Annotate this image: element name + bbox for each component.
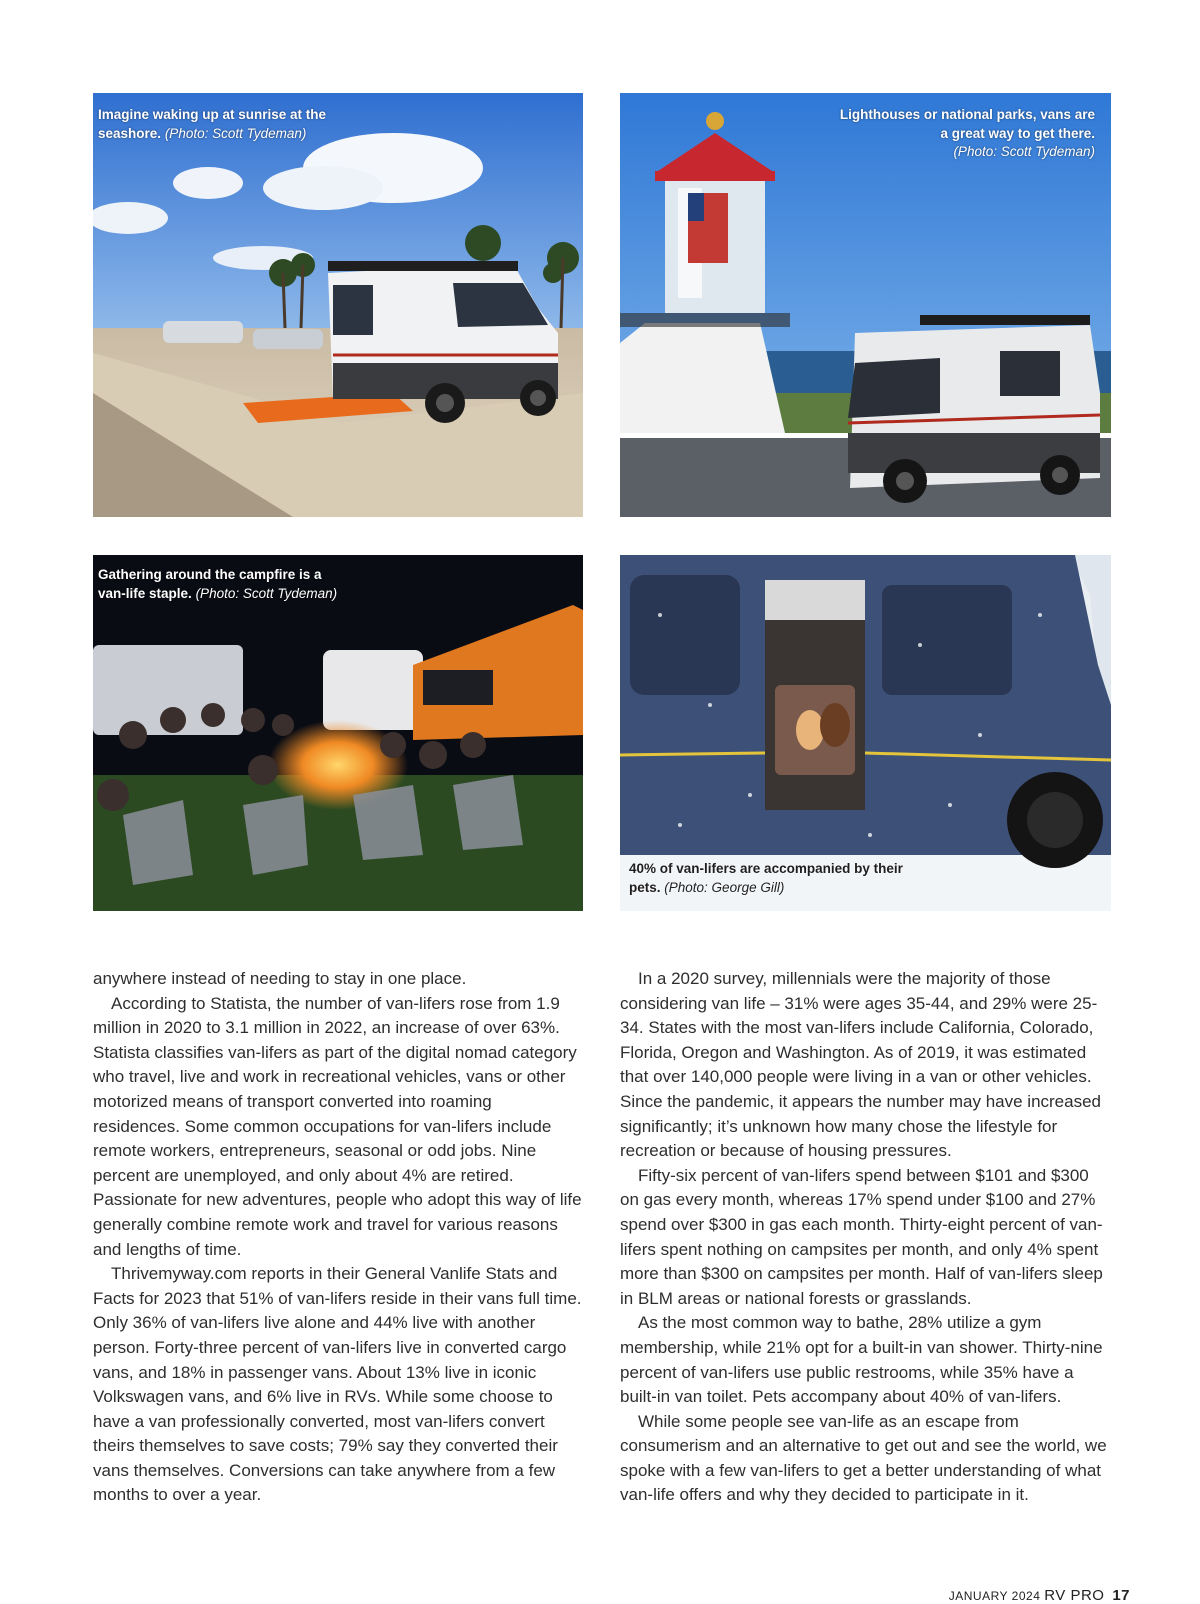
- photo-caption-lighthouse: [835, 106, 1095, 162]
- photo-seashore-van: [93, 93, 583, 517]
- seashore-van-image: [93, 93, 583, 517]
- page-number: 17: [1112, 1587, 1130, 1604]
- caption-text: Gathering around the campfire is a van-life staple.: [98, 567, 322, 601]
- article-paragraph: As the most common way to bathe, 28% utilize a gym membership, while 21% opt for a built-in van shower. Thirty-nine percent of van-lifers use public restrooms, while 35% have a built-in van toilet. Pets accompany about 40% of van-lifers.: [620, 1313, 1103, 1407]
- magazine-name: RV PRO: [1044, 1587, 1105, 1604]
- article-paragraph: In a 2020 survey, millennials were the majority of those considering van life – 31% were ages 35-44, and 29% were 25-34. States with the most van-lifers include California, Colorado, Florida, Oregon and Washington. As of 2019, it was estimated that over 140,000 people were living in a van or other vehicles. Since the pandemic, it appears the number may have increased significantly; it’s unknown how many chose the lifestyle for recreation or because of housing pressures.: [620, 969, 1101, 1161]
- photo-van-pets: [620, 555, 1111, 911]
- photo-credit: (Photo: Scott Tydeman): [953, 144, 1095, 159]
- campfire-image: [93, 555, 583, 911]
- article-paragraph: Thrivemyway.com reports in their General Vanlife Stats and Facts for 2023 that 51% of van-lifers reside in their vans full time. Only 36% of van-lifers live alone and 44% live with another person. Forty-three percent of van-lifers live in converted cargo vans, and 18% in passenger vans. About 13% live in iconic Volkswagen vans, and 6% live in RVs. While some choose to have a van professionally converted, most van-lifers convert theirs themselves to save costs; 79% say they converted their vans themselves. Conversions can take anywhere from a few months to over a year.: [93, 1264, 582, 1505]
- van-shape: [328, 261, 558, 423]
- photo-credit: (Photo: Scott Tydeman): [164, 125, 307, 141]
- article-column-right: [620, 967, 1111, 1508]
- van-shape: [848, 315, 1100, 503]
- article-paragraph: anywhere instead of needing to stay in one place.: [93, 969, 467, 988]
- van-pets-image: [620, 555, 1111, 911]
- article-paragraph: Fifty-six percent of van-lifers spend between $101 and $300 on gas every month, whereas 17% spend under $100 and 27% spend over $300 in gas each month. Thirty-eight percent of van-lifers spent nothing on campsites per month, and only 4% spent more than $300 on campsites per month. Half of van-lifers sleep in BLM areas or national forests or grasslands.: [620, 1165, 1103, 1308]
- article-paragraph: While some people see van-life as an escape from consumerism and an alternative to get out and see the world, we spoke with a few van-lifers to get a better understanding of what van-life offers and why they decided to participate in it.: [620, 1411, 1107, 1505]
- caption-text: Imagine waking up at sunrise at the seashore.: [98, 107, 327, 141]
- caption-text: 40% of van-lifers are accompanied by their pets.: [629, 861, 903, 895]
- page-footer: [949, 1587, 1130, 1604]
- article-paragraph: According to Statista, the number of van-lifers rose from 1.9 million in 2020 to 3.1 million in 2022, an increase of over 63%. Statista classifies van-lifers as part of the digital nomad category who travel, live and work in recreational vehicles, vans or other motorized means of transport converted into roaming residences. Some common occupations for van-lifers include remote workers, entrepreneurs, seasonal or odd jobs. Nine percent are unemployed, and only about 4% are retired. Passionate for new adventures, people who adopt this way of life generally combine remote work and travel for various reasons and lengths of time.: [93, 993, 582, 1259]
- photo-credit: (Photo: Scott Tydeman): [195, 585, 338, 601]
- photo-campfire: [93, 555, 583, 911]
- issue-date: JANUARY 2024: [948, 1589, 1041, 1603]
- caption-text: Lighthouses or national parks, vans are a great way to get there.: [839, 107, 1095, 141]
- photo-caption-seashore: [98, 106, 368, 143]
- article-column-left: [93, 967, 583, 1508]
- photo-caption-pets: [629, 860, 919, 897]
- photo-caption-campfire: [98, 566, 338, 603]
- photo-credit: (Photo: George Gill): [664, 879, 785, 895]
